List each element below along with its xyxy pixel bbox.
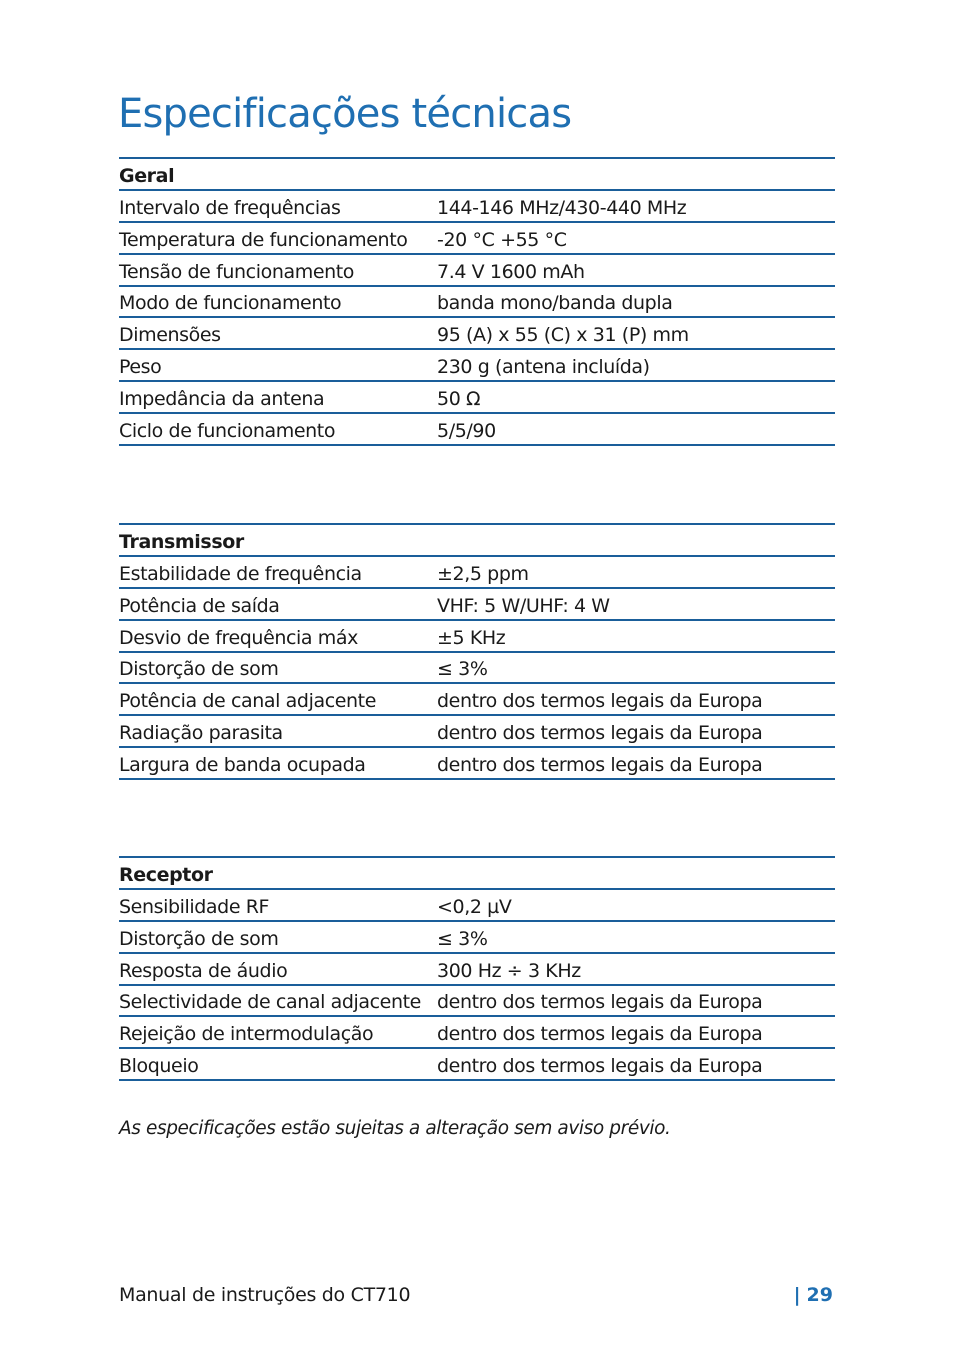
spec-label: Dimensões [119,324,221,347]
spec-value: ±2,5 ppm [437,562,529,585]
spec-value: <0,2 µV [437,895,512,918]
spec-label: Rejeição de intermodulação [119,1023,374,1046]
spec-value: dentro dos termos legais da Europa [437,754,763,777]
spec-value: dentro dos termos legais da Europa [437,991,763,1014]
footer-manual-title: Manual de instruções do CT710 [119,1284,411,1306]
section-heading-label: Geral [119,164,175,187]
spec-table-receptor [119,856,835,1081]
spec-label: Potência de saída [119,594,280,617]
spec-row [119,716,835,748]
spec-label: Intervalo de frequências [119,196,341,219]
spec-label: Temperatura de funcionamento [119,228,408,251]
spec-value: 144-146 MHz/430-440 MHz [437,196,687,219]
spec-label: Desvio de frequência máx [119,626,359,649]
footer-separator: | [793,1284,801,1306]
section-heading [119,159,835,191]
spec-row [119,350,835,382]
spec-row [119,684,835,716]
section-heading-label: Transmissor [119,530,244,553]
spec-row [119,287,835,319]
spec-value: VHF: 5 W/UHF: 4 W [437,594,610,617]
page-number: 29 [806,1284,833,1306]
spec-table-geral [119,157,835,446]
spec-row [119,414,835,446]
spec-label: Distorção de som [119,658,279,681]
spec-value: dentro dos termos legais da Europa [437,1023,763,1046]
spec-table-transmissor [119,523,835,780]
footer-page-number-block [794,1284,833,1306]
spec-row [119,748,835,780]
spec-row [119,922,835,954]
spec-value: dentro dos termos legais da Europa [437,690,763,713]
spec-label: Modo de funcionamento [119,292,342,315]
spec-row [119,986,835,1018]
spec-label: Largura de banda ocupada [119,754,366,777]
spec-value: ≤ 3% [437,658,488,681]
spec-row [119,223,835,255]
section-heading [119,525,835,557]
spec-row [119,191,835,223]
spec-value: dentro dos termos legais da Europa [437,1055,763,1078]
spec-label: Radiação parasita [119,722,283,745]
spec-label: Resposta de áudio [119,959,288,982]
spec-row [119,653,835,685]
spec-row [119,557,835,589]
spec-label: Bloqueio [119,1055,199,1078]
section-heading [119,858,835,890]
spec-label: Impedância da antena [119,388,325,411]
spec-value: 50 Ω [437,388,481,411]
spec-label: Sensibilidade RF [119,895,270,918]
spec-value: 5/5/90 [437,420,496,443]
spec-row [119,255,835,287]
spec-value: banda mono/banda dupla [437,292,673,315]
section-heading-label: Receptor [119,863,213,886]
spec-row [119,1017,835,1049]
spec-row [119,621,835,653]
spec-row [119,318,835,350]
page-title: Especificações técnicas [118,91,572,137]
spec-label: Tensão de funcionamento [119,260,355,283]
spec-row [119,589,835,621]
spec-value: -20 °C +55 °C [437,228,567,251]
spec-row [119,382,835,414]
spec-row [119,890,835,922]
spec-label: Distorção de som [119,927,279,950]
spec-label: Potência de canal adjacente [119,690,377,713]
disclaimer-note: As especificações estão sujeitas a alteração sem aviso prévio. [119,1118,671,1139]
spec-value: 95 (A) x 55 (C) x 31 (P) mm [437,324,689,347]
spec-row [119,1049,835,1081]
spec-value: 230 g (antena incluída) [437,356,650,379]
spec-value: ±5 KHz [437,626,506,649]
spec-label: Estabilidade de frequência [119,562,362,585]
spec-label: Selectividade de canal adjacente [119,991,421,1014]
spec-row [119,954,835,986]
spec-value: ≤ 3% [437,927,488,950]
spec-value: dentro dos termos legais da Europa [437,722,763,745]
spec-label: Ciclo de funcionamento [119,420,336,443]
spec-value: 300 Hz ÷ 3 KHz [437,959,581,982]
spec-label: Peso [119,356,162,379]
spec-value: 7.4 V 1600 mAh [437,260,585,283]
